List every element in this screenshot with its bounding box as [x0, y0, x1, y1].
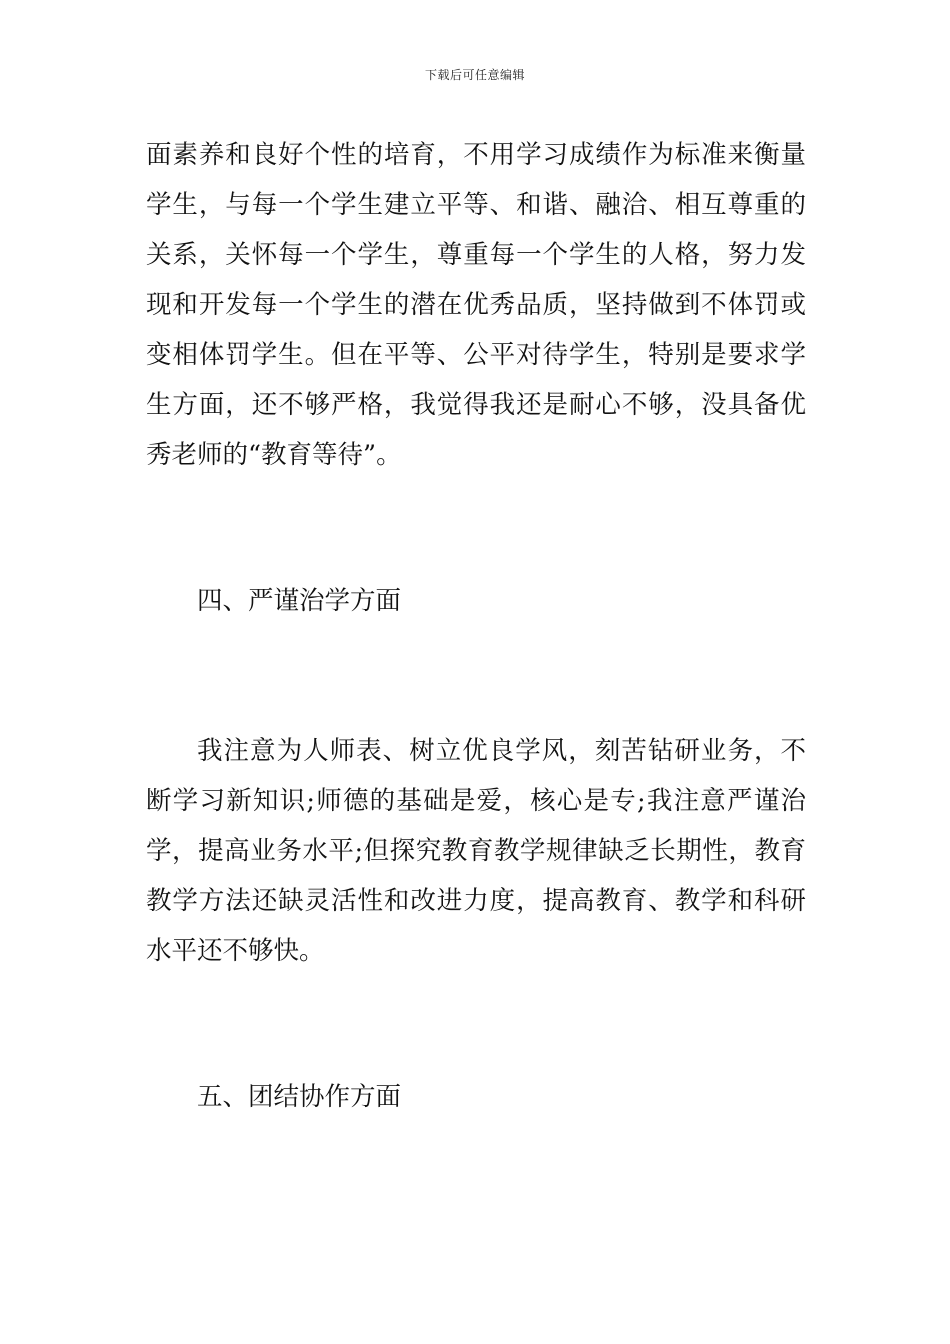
paragraph-2: 我注意为人师表、树立优良学风，刻苦钻研业务，不断学习新知识;师德的基础是爱，核心是专;我注意严谨治学，提高业务水平;但探究教育教学规律缺乏长期性，教育教学方法还缺灵活性和改进力度，提高教育、教学和科研水平还不够快。 [146, 736, 806, 966]
section-heading-4: 四、严谨治学方面 [197, 586, 402, 616]
document-body [146, 130, 806, 1112]
page-header: 下载后可任意编辑 [424, 68, 525, 82]
paragraph-1: 面素养和良好个性的培育，不用学习成绩作为标准来衡量学生，与每一个学生建立平等、和谐、融洽、相互尊重的关系，关怀每一个学生，尊重每一个学生的人格，努力发现和开发每一个学生的潜在优秀品质，坚持做到不体罚或变相体罚学生。但在平等、公平对待学生，特别是要求学生方面，还不够严格，我觉得我还是耐心不够，没具备优秀老师的“教育等待”。 [146, 140, 806, 470]
section-heading-5: 五、团结协作方面 [197, 1082, 402, 1112]
